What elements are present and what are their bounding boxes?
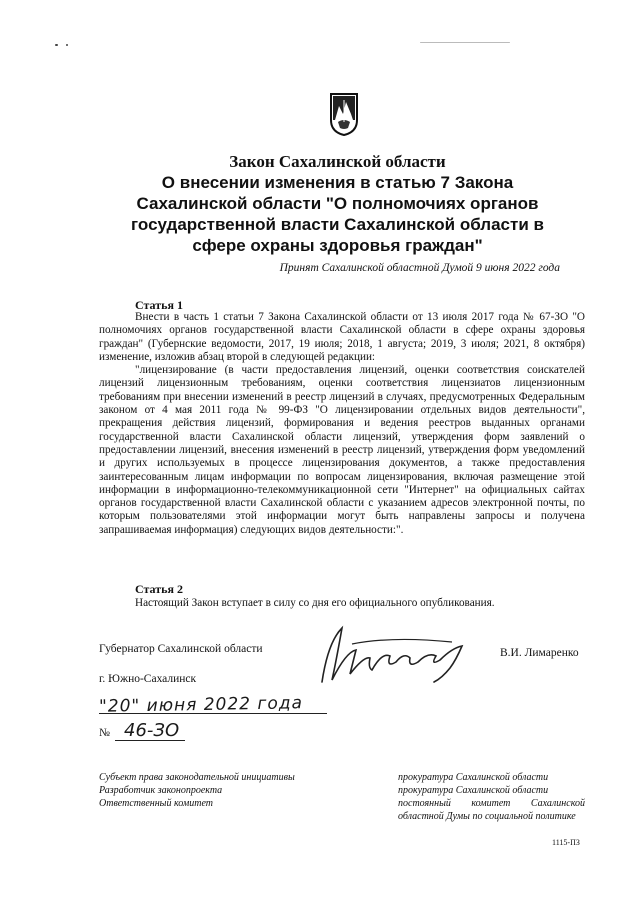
footer-left-line: Ответственный комитет bbox=[99, 798, 213, 809]
signature-image bbox=[312, 622, 472, 690]
document-code: 1115-ПЗ bbox=[552, 838, 580, 847]
article-1-intro: Внести в часть 1 статьи 7 Закона Сахалинской области от 13 июля 2017 года № 67-ЗО "О полномочиях органов государственной власти Сахалинской области в сфере охраны здоровья граждан" (Губернские ведомости, 2017, 19 июля; 2018, 1 августа; 2019, 3 июля; 2021, 8 октября) изменение, изложив абзац второй в следующей редакции: bbox=[99, 311, 585, 363]
title-line: Сахалинской области "О полномочиях органов bbox=[136, 194, 539, 213]
article-1-body bbox=[99, 311, 585, 537]
number-underline bbox=[115, 740, 185, 741]
article-2-body bbox=[99, 597, 585, 610]
date-underline bbox=[99, 713, 327, 714]
article-2-heading: Статья 2 bbox=[135, 582, 183, 596]
title-line: Закон Сахалинской области bbox=[229, 152, 446, 171]
article-1-heading: Статья 1 bbox=[135, 298, 183, 312]
city: г. Южно-Сахалинск bbox=[99, 673, 197, 685]
article-1-quote: "лицензирование (в части предоставления лицензий, оценки соответствия соискателей лицензий лицензионным требованиям, оценки соответствия лицензиатов лицензионным требованиям при внесении изменений в реестр лицензий в случаях, предусмотренных Федеральным законом от 4 мая 2011 года № 99-ФЗ "О лицензировании отдельных видов деятельности", прекращения действия лицензий, формирования и ведения реестров выданных органами государственной власти Сахалинской области лицензий, утверждения форм заявлений о предоставлении лицензий, внесения изменений в реестр лицензий, утверждения форм уведомлений и других используемых в процессе лицензирования документов, а также предоставления заинтересованным лицам информации по вопросам лицензирования, включая размещение этой информации в информационно-телекоммуникационной сети "Интернет" на официальных сайтах органов государственной власти Сахалинской области с указанием адресов электронной почты, по которым пользователями этой информации могут быть направлены запросы и получена запрашиваемая информация) следующих видов деятельности:". bbox=[99, 364, 585, 536]
footer-right-line: постоянный комитет Сахалинской областной Думы по социальной политике bbox=[398, 798, 585, 822]
adoption-note: Принят Сахалинской областной Думой 9 июня 2022 года bbox=[279, 262, 560, 274]
footer-right bbox=[398, 771, 585, 823]
scan-artifact bbox=[66, 44, 68, 46]
title-line: государственной власти Сахалинской области в bbox=[131, 215, 544, 234]
footer-right-line: прокуратура Сахалинской области bbox=[398, 772, 549, 783]
signatory-position: Губернатор Сахалинской области bbox=[99, 643, 263, 655]
footer-left-line: Субъект права законодательной инициативы bbox=[99, 772, 295, 783]
article-2-text: Настоящий Закон вступает в силу со дня его официального опубликования. bbox=[135, 597, 495, 609]
handwritten-number: 46-ЗО bbox=[124, 720, 180, 741]
footer-right-line: прокуратура Сахалинской области bbox=[398, 785, 549, 796]
title-line: О внесении изменения в статью 7 Закона bbox=[161, 173, 514, 192]
scan-artifact bbox=[420, 42, 510, 43]
signatory-name: В.И. Лимаренко bbox=[500, 647, 579, 659]
document-title bbox=[60, 151, 615, 256]
handwritten-date: "20" июня 2022 года bbox=[98, 693, 304, 717]
coat-of-arms-icon bbox=[329, 92, 359, 136]
number-prefix: № bbox=[99, 727, 110, 739]
footer-left bbox=[99, 771, 295, 810]
footer-left-line: Разработчик законопроекта bbox=[99, 785, 223, 796]
scan-artifact bbox=[55, 44, 58, 46]
title-line: сфере охраны здоровья граждан" bbox=[192, 236, 483, 255]
